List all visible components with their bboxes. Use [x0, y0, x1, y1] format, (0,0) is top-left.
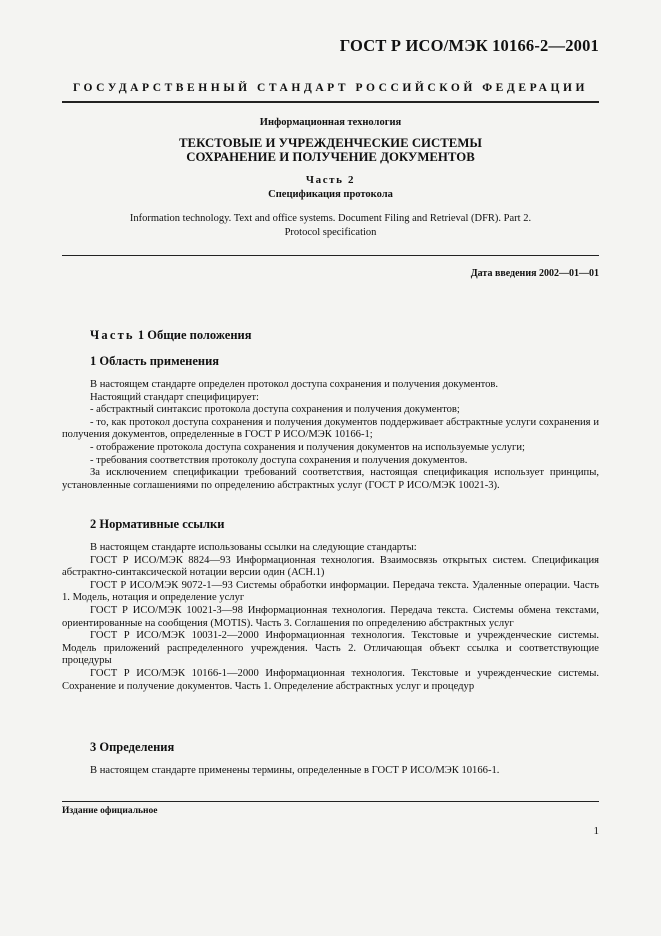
reference-item: ГОСТ Р ИСО/МЭК 10031-2—2000 Информационная технология. Текстовые и учрежденческие системы. Модель приложений распределенного учреждения. Часть 2. Отличающая объект ссылка и соответствующие процедуры — [62, 630, 599, 667]
reference-item: ГОСТ Р ИСО/МЭК 10021-3—98 Информационная технология. Передача текста. Системы обмена текстами, ориентированные на сообщения (MOTIS). Часть 3. Соглашения по определению абстрактных услуг — [62, 604, 599, 629]
state-standard-title: ГОСУДАРСТВЕННЫЙ СТАНДАРТ РОССИЙСКОЙ ФЕДЕРАЦИИ — [72, 82, 589, 94]
introduction-date: Дата введения 2002—01—01 — [470, 268, 599, 279]
list-item: - отображение протокола доступа сохранения и получения документов на используемые услуги; — [90, 441, 525, 453]
title-rule — [62, 255, 599, 256]
section-1-body — [62, 379, 599, 492]
english-title — [62, 212, 599, 240]
document-code: ГОСТ Р ИСО/МЭК 10166-2—2001 — [339, 36, 599, 55]
reference-item: ГОСТ Р ИСО/МЭК 10166-1—2000 Информационная технология. Текстовые и учрежденческие системы. Сохранение и получение документов. Часть 1. Определение абстрактных услуг и процедур — [62, 667, 599, 692]
part-1-label: Часть — [90, 328, 135, 342]
reference-item: ГОСТ Р ИСО/МЭК 8824—93 Информационная технология. Взаимосвязь открытых систем. Спецификация абстрактно-синтаксической нотации версии один (АСН.1) — [62, 554, 599, 579]
title-line-1: ТЕКСТОВЫЕ И УЧРЕЖДЕНЧЕСКИЕ СИСТЕМЫ — [179, 136, 482, 150]
title-line-2: СОХРАНЕНИЕ И ПОЛУЧЕНИЕ ДОКУМЕНТОВ — [186, 150, 475, 164]
part-1-title: 1 Общие положения — [137, 328, 252, 342]
reference-item: ГОСТ Р ИСО/МЭК 9072-1—93 Системы обработки информации. Передача текста. Удаленные операции. Часть 1. Модель, нотация и определение услуг — [62, 579, 599, 604]
page-number: 1 — [593, 825, 599, 837]
list-item: - абстрактный синтаксис протокола доступа сохранения и получения документов; — [90, 404, 460, 416]
paragraph: В настоящем стандарте определен протокол доступа сохранения и получения документов. — [90, 379, 499, 390]
subject-line: Информационная технология — [259, 117, 402, 128]
official-edition-note: Издание официальное — [62, 806, 158, 816]
section-2-body — [62, 542, 599, 693]
document-title — [62, 136, 599, 164]
list-item: - то, как протокол доступа сохранения и получения документов поддерживает абстрактные услуги сохранения и получения документов, определенные в ГОСТ Р ИСО/МЭК 10166-1; — [62, 416, 599, 441]
english-title-line-1: Information technology. Text and office systems. Document Filing and Retrieval (DFR). Part 2. — [129, 213, 532, 224]
section-2-heading: 2 Нормативные ссылки — [90, 517, 225, 531]
footer-rule — [62, 801, 599, 802]
header-rule — [62, 101, 599, 103]
paragraph: В настоящем стандарте использованы ссылки на следующие стандарты: — [90, 542, 417, 553]
part-subtitle: Спецификация протокола — [268, 189, 393, 200]
section-3-heading: 3 Определения — [90, 740, 175, 754]
part-1-heading — [90, 328, 252, 343]
section-1-heading: 1 Область применения — [90, 354, 220, 368]
paragraph: За исключением спецификации требований соответствия, настоящая спецификация использует принципы, установленные соглашениями по определению абстрактных услуг (ГОСТ Р ИСО/МЭК 10021-3). — [62, 467, 599, 491]
section-3-body — [62, 765, 599, 778]
list-item: - требования соответствия протоколу доступа сохранения и получения документов. — [90, 454, 468, 466]
paragraph: В настоящем стандарте применены термины, определенные в ГОСТ Р ИСО/МЭК 10166-1. — [90, 765, 500, 776]
english-title-line-2: Protocol specification — [284, 227, 377, 238]
paragraph: Настоящий стандарт специфицирует: — [90, 391, 259, 403]
part-label: Часть 2 — [305, 174, 356, 186]
